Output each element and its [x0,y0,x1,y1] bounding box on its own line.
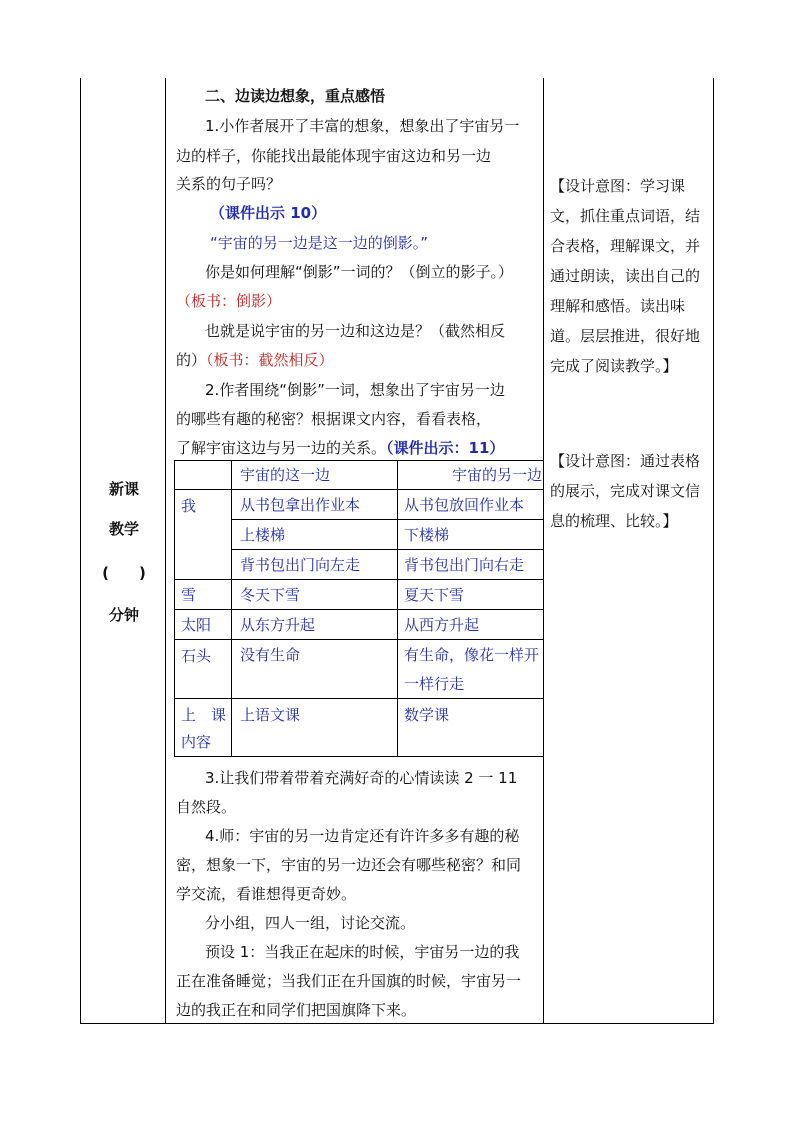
ctable-header-this-side: 宇宙的这一边 [240,466,331,484]
reflection-question: 你是如何理解“倒影”一词的？（倒立的影子。） [205,263,514,281]
ctable-subject: 上 课 [181,706,227,724]
preset-answer-line: 正在准备睡觉；当我们正在升国旗的时候，宇宙另一 [176,972,522,990]
ctable-cell-this: 从东方升起 [240,616,316,634]
question-2-line: 2.作者围绕“倒影”一词，想象出了宇宙另一边 [205,381,505,399]
ctable-subject: 石头 [181,647,212,665]
table-bottom-border [80,1023,714,1024]
ctable-border-bottom [174,756,543,757]
ctable-subject: 内容 [181,733,212,751]
opposite-question-line1: 也就是说宇宙的另一边和这边是？（截然相反 [205,322,506,340]
group-discussion: 分小组，四人一组，讨论交流。 [205,914,416,932]
opposite-question-prefix: 的） [176,351,207,369]
ctable-cell-other: 夏天下雪 [404,586,465,604]
stage-label-line2: 教学 [108,520,139,538]
ctable-cell-this: 没有生命 [240,646,301,664]
ctable-subject: 太阳 [181,616,212,634]
stage-label-line3: ( ) [102,564,146,582]
question-3-line: 3.让我们带着带着充满好奇的心情读读 2 一 11 [205,769,518,787]
question-2-line: 的哪些有趣的秘密？根据课文内容，看看表格， [176,410,492,428]
courseware-note-11: （课件出示：11） [386,439,505,457]
design-note-line: 道。层层推进，很好地 [550,327,701,345]
design-note-line: 息的梳理、比较。】 [550,512,678,530]
stage-label-line1: 新课 [108,480,139,498]
ctable-header-other-side: 宇宙的另一边 [452,466,543,484]
question-4-line: 密，想象一下，宇宙的另一边还会有哪些秘密？和同 [176,856,522,874]
design-note-line: 通过朗读，读出自己的 [550,267,701,285]
preset-answer-line: 预设 1：当我正在起床的时候，宇宙另一边的我 [205,943,520,961]
question-1-line: 1.小作者展开了丰富的想象，想象出了宇宙另一 [205,117,520,135]
design-note-line: 【设计意图：学习课 [550,177,686,195]
board-note-reflection: （板书：倒影） [176,292,282,310]
design-note-line: 的展示，完成对课文信 [550,482,701,500]
design-note-line: 文，抓住重点词语，结 [550,207,701,225]
question-2-text: 了解宇宙这边与另一边的关系。 [176,439,387,457]
ctable-cell-other: 下楼梯 [404,526,450,544]
ctable-cell-this: 从书包拿出作业本 [240,496,361,514]
design-note-2 [550,446,712,536]
design-note-1 [550,171,712,381]
design-note-line: 【设计意图：通过表格 [550,452,701,470]
ctable-cell-other: 有生命，像花一样开 [404,646,540,664]
question-4-line: 学交流，看谁想得更奇妙。 [176,885,357,903]
courseware-note-10: （课件出示 10） [210,204,327,222]
ctable-subject: 雪 [181,586,197,604]
ctable-cell-this: 冬天下雪 [240,586,301,604]
ctable-subject: 我 [181,497,197,515]
opposite-question-line2 [176,350,334,370]
key-sentence-quote: “宇宙的另一边是这一边的倒影。” [210,234,429,252]
comparison-table [174,460,543,757]
ctable-cell-other: 背书包出门向右走 [404,556,525,574]
ctable-cell-other: 从西方升起 [404,616,480,634]
preset-answer-line: 边的我正在和同学们把国旗降下来。 [176,1001,417,1019]
design-note-line: 理解和感悟。读出味 [550,297,686,315]
question-2-line [176,438,504,458]
question-3-line: 自然段。 [176,798,237,816]
ctable-cell-this: 背书包出门向左走 [240,556,361,574]
question-1-line: 边的样子，你能找出最能体现宇宙这边和另一边 [176,147,492,165]
section-heading: 二、边读边想象，重点感悟 [205,87,386,105]
table-left-border [80,78,81,1024]
table-divider-2 [543,78,544,1024]
ctable-cell-other: 一样行走 [404,675,465,693]
design-note-line: 完成了阅读教学。】 [550,357,678,375]
stage-label-line4: 分钟 [108,606,139,624]
board-note-opposite: （板书：截然相反） [206,351,334,369]
table-right-border [713,78,714,1024]
question-4-line: 4.师：宇宙的另一边肯定还有许许多多有趣的秘 [205,827,520,845]
ctable-cell-other: 从书包放回作业本 [404,496,525,514]
table-divider-1 [165,78,166,1024]
design-note-line: 合表格，理解课文，并 [550,237,701,255]
question-1-line: 关系的句子吗？ [176,175,282,193]
ctable-cell-other: 数学课 [404,706,450,724]
ctable-cell-this: 上楼梯 [240,526,286,544]
ctable-cell-this: 上语文课 [240,706,301,724]
